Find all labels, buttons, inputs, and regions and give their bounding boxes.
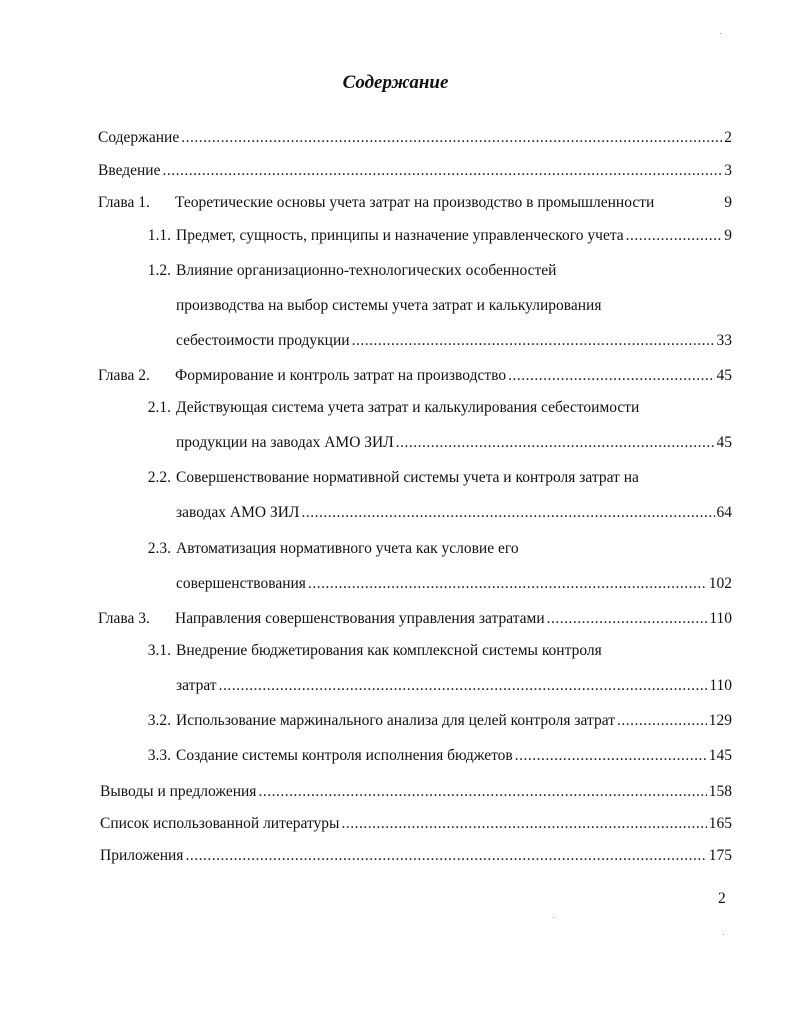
toc-entry-page: 45 [716, 434, 732, 451]
toc-chapter-number: Глава 3. [98, 610, 150, 627]
toc-leader-dots [626, 226, 723, 246]
toc-entry-page: 3 [724, 162, 732, 179]
toc-chapter[interactable] [98, 366, 732, 386]
scan-speck [720, 33, 721, 34]
toc-entry-title: совершенствования [176, 575, 306, 592]
toc-entry-title: Формирование и контроль затрат на производство [175, 367, 507, 384]
toc-section[interactable] [143, 226, 732, 246]
toc-section-number: 3.1. [147, 642, 171, 659]
toc-entry-continuation[interactable] [176, 503, 732, 523]
toc-entry-continuation [176, 296, 732, 316]
toc-leader-dots [308, 574, 707, 594]
toc-entry-title: Приложения [100, 847, 184, 864]
toc-entry-continuation[interactable] [176, 676, 732, 696]
toc-section-number: 2.2. [147, 469, 171, 486]
toc-entry-title: Выводы и предложения [100, 783, 257, 800]
toc-section-number: 2.1. [147, 399, 171, 416]
toc-entry-title: Создание системы контроля исполнения бюджетов [176, 747, 513, 764]
toc-entry-page: 158 [708, 783, 732, 800]
toc-entry-title: Влияние организационно-технологических особенностей [176, 262, 557, 279]
toc-entry-page: 64 [716, 504, 732, 521]
toc-entry-title: Предмет, сущность, принципы и назначение управленческого учета [176, 227, 624, 244]
toc-leader-dots [508, 366, 714, 386]
toc-leader-dots [301, 503, 714, 523]
toc-entry-continuation[interactable] [176, 433, 732, 453]
toc-entry-title: Совершенствование нормативной системы учета и контроля затрат на [176, 469, 639, 486]
toc-section[interactable] [143, 398, 732, 418]
toc-entry-page: 2 [724, 129, 732, 146]
toc-leader-dots [515, 746, 707, 766]
toc-entry-title: Автоматизация нормативного учета как условие его [176, 540, 519, 557]
toc-entry[interactable] [98, 128, 732, 148]
toc-entry-title: Содержание [98, 129, 180, 146]
toc-leader-dots [617, 711, 707, 731]
toc-entry[interactable] [100, 782, 732, 802]
toc-entry-title: Действующая система учета затрат и калькулирования себестоимости [176, 399, 640, 416]
toc-entry-page: 165 [708, 815, 732, 832]
toc-entry-page: 33 [716, 332, 732, 349]
scan-speck [723, 934, 724, 935]
toc-entry-page: 129 [708, 712, 732, 729]
toc-entry-page: 110 [709, 610, 732, 627]
toc-entry-title: Теоретические основы учета затрат на производство в промышленности [175, 194, 655, 211]
toc-entry-title: продукции на заводах АМО ЗИЛ [176, 434, 394, 451]
toc-entry-continuation[interactable] [176, 331, 732, 351]
toc-entry-title: заводах АМО ЗИЛ [176, 504, 300, 521]
toc-section[interactable] [143, 261, 732, 281]
toc-leader-dots [547, 609, 708, 629]
toc-entry-title: Внедрение бюджетирования как комплексной системы контроля [176, 642, 602, 659]
toc-entry-title: Направления совершенствования управления затратами [175, 610, 545, 627]
toc-entry-page: 175 [708, 847, 732, 864]
toc-entry-page: 102 [708, 575, 732, 592]
page-number: 2 [718, 890, 726, 907]
toc-entry-title: Использование маржинального анализа для целей контроля затрат [176, 712, 615, 729]
scan-speck [553, 917, 554, 918]
toc-leader-dots [396, 433, 715, 453]
toc-entry-continuation[interactable] [176, 574, 732, 594]
toc-leader-dots [352, 331, 715, 351]
toc-section[interactable] [143, 711, 732, 731]
toc-section[interactable] [143, 539, 732, 559]
toc-entry-page: 9 [724, 194, 732, 211]
toc-section[interactable] [143, 641, 732, 661]
toc-leader-dots [341, 814, 706, 834]
toc-section[interactable] [143, 746, 732, 766]
toc-section[interactable] [143, 468, 732, 488]
toc-section-number: 1.1. [147, 227, 171, 244]
toc-entry-page: 110 [709, 677, 732, 694]
toc-entry[interactable] [98, 161, 732, 181]
toc-entry-title: производства на выбор системы учета затрат и калькулирования [176, 297, 602, 314]
toc-chapter[interactable] [98, 193, 732, 213]
toc-section-number: 2.3. [147, 540, 171, 557]
toc-entry-title: Список использованной литературы [100, 815, 340, 832]
toc-section-number: 3.3. [147, 747, 171, 764]
toc-leader-dots [185, 846, 706, 866]
toc-section-number: 3.2. [147, 712, 171, 729]
toc-entry-page: 9 [724, 227, 732, 244]
toc-entry-title: себестоимости продукции [176, 332, 350, 349]
toc-chapter[interactable] [98, 609, 732, 629]
toc-entry[interactable] [100, 846, 732, 866]
toc-entry-title: Введение [98, 162, 161, 179]
page-title: Содержание [342, 72, 449, 93]
toc-entry[interactable] [100, 814, 732, 834]
toc-leader-dots [219, 676, 708, 696]
toc-chapter-number: Глава 1. [98, 194, 150, 211]
toc-leader-dots [181, 128, 722, 148]
toc-chapter-number: Глава 2. [98, 367, 150, 384]
toc-section-number: 1.2. [147, 262, 171, 279]
toc-leader-dots [258, 782, 706, 802]
toc-entry-title: затрат [176, 677, 217, 694]
toc-entry-page: 45 [716, 367, 732, 384]
toc-leader-dots [162, 161, 722, 181]
toc-entry-page: 145 [708, 747, 732, 764]
